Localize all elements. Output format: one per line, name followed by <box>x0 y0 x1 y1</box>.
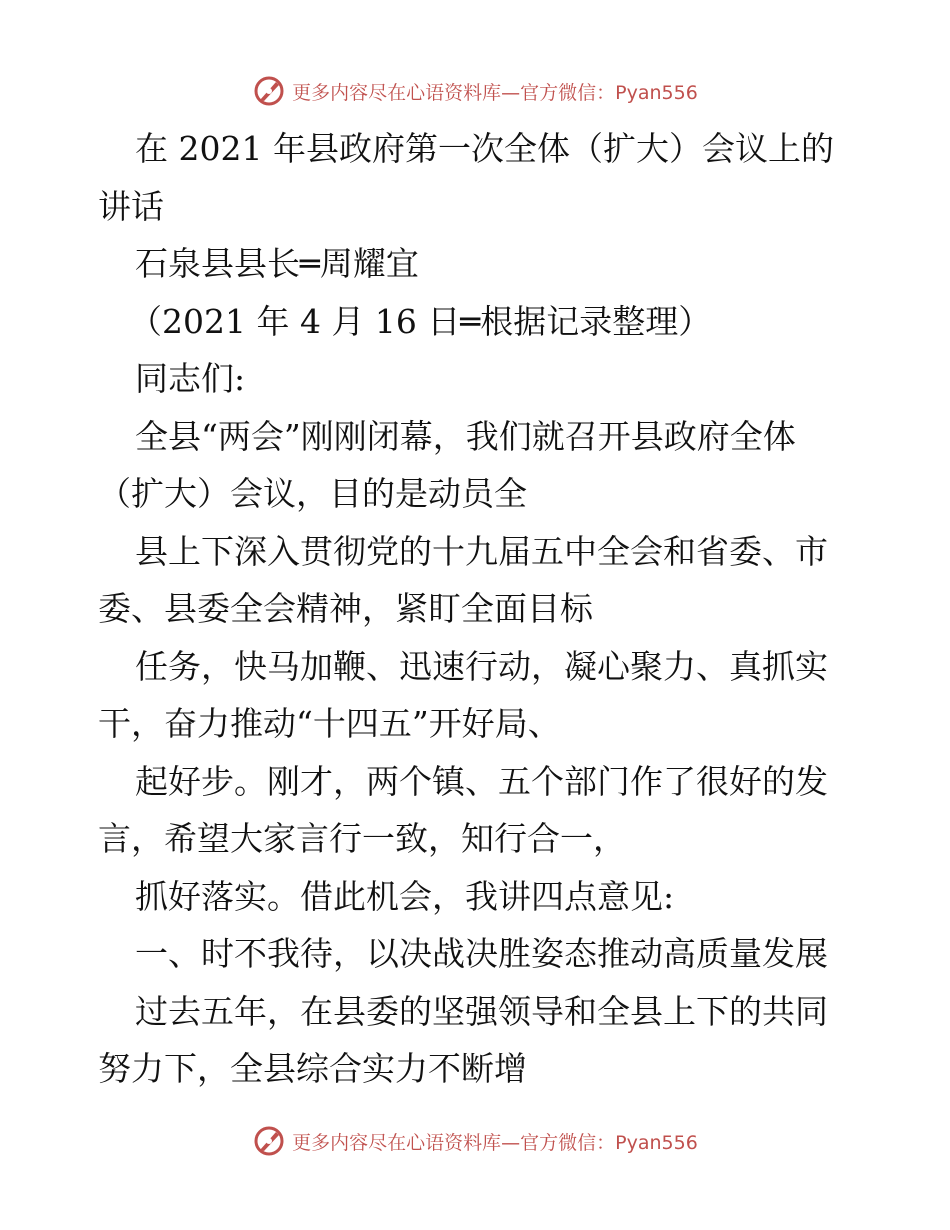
quill-logo-icon <box>252 1124 286 1158</box>
watermark-text: 更多内容尽在心语资料库—官方微信：Pyan556 <box>292 1131 698 1154</box>
text-line: 委、县委全会精神，紧盯全面目标 <box>98 589 593 628</box>
text-line: 同志们: <box>135 359 246 398</box>
text-line: 县上下深入贯彻党的十九届五中全会和省委、市 <box>135 531 828 571</box>
text-line: 讲话 <box>98 186 164 226</box>
footer-watermark <box>0 1124 950 1158</box>
text-line: 在 2021 年县政府第一次全体（扩大）会议上的 <box>135 129 834 168</box>
header-watermark <box>0 74 950 108</box>
text-line: 努力下，全县综合实力不断增 <box>98 1049 527 1088</box>
section-heading: 一、时不我待，以决战决胜姿态推动高质量发展 <box>135 934 828 973</box>
text-line: 起好步。刚才，两个镇、五个部门作了很好的发 <box>135 761 828 801</box>
text-line: 全县“两会”刚刚闭幕，我们就召开县政府全体 <box>135 416 796 456</box>
text-line: 石泉县县长═周耀宜 <box>135 244 419 283</box>
text-line: 任务，快马加鞭、迅速行动，凝心聚力、真抓实 <box>135 646 828 686</box>
text-line: 过去五年，在县委的坚强领导和全县上下的共同 <box>135 991 828 1031</box>
watermark-text: 更多内容尽在心语资料库—官方微信：Pyan556 <box>292 81 698 104</box>
text-line: 干，奋力推动“十四五”开好局、 <box>98 704 561 743</box>
text-line: 言，希望大家言行一致，知行合一， <box>98 819 626 858</box>
text-line: （2021 年 4 月 16 日═根据记录整理） <box>129 301 712 341</box>
text-line: 抓好落实。借此机会，我讲四点意见: <box>135 876 675 916</box>
quill-logo-icon <box>252 74 286 108</box>
document-body <box>98 120 858 1098</box>
text-line: （扩大）会议，目的是动员全 <box>98 474 527 513</box>
